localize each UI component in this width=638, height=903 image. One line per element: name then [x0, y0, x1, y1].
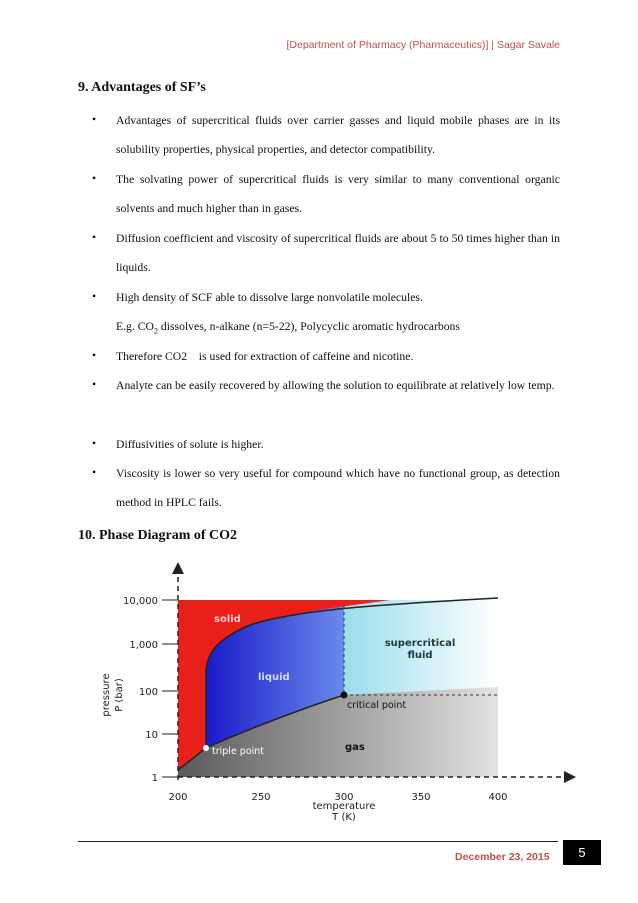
bullet-marker: • — [92, 466, 97, 479]
x-tick-label: 350 — [411, 792, 431, 803]
y-tick-label: 1 — [151, 773, 158, 784]
phase-diagram-svg — [90, 560, 580, 830]
x-axis-label-unit: T (K) — [332, 812, 356, 823]
phase-diagram — [90, 560, 580, 835]
x-tick-label: 400 — [488, 792, 508, 803]
y-axis-label-unit: P (bar) — [114, 678, 125, 712]
y-tick-label: 1,000 — [129, 640, 158, 651]
bullet-text-2: The solvating power of supercritical fluids is very similar to many conventional organic solvents and much higher than in gases. — [116, 173, 560, 215]
bullet-marker: • — [92, 437, 97, 450]
footer-divider — [78, 841, 558, 842]
x-tick-label: 250 — [251, 792, 271, 803]
page-number: 5 — [563, 840, 601, 865]
region-label-supercritical: supercritical fluid — [384, 638, 456, 661]
y-axis-label: pressure — [101, 673, 112, 717]
bullet-text-7: Diffusivities of solute is higher. — [116, 438, 264, 451]
region-label-gas: gas — [345, 742, 365, 753]
bullet-text-6: Analyte can be easily recovered by allowing the solution to equilibrate at relatively low temp. — [116, 379, 555, 392]
page-header: [Department of Pharmacy (Pharmaceutics)] | Sagar Savale — [286, 39, 560, 51]
section-9-title: 9. Advantages of SF’s — [78, 80, 206, 95]
bullet-marker: • — [92, 349, 97, 362]
x-axis-arrow — [564, 771, 576, 783]
bullet-text-1: Advantages of supercritical fluids over carrier gasses and liquid mobile phases are in its solubility properties, physical properties, and detector compatibility. — [116, 114, 560, 156]
critical-point-marker — [341, 692, 348, 699]
y-tick-label: 10 — [145, 730, 158, 741]
footer-date: December 23, 2015 — [455, 851, 550, 863]
bullet-marker: • — [92, 172, 97, 185]
region-label-liquid: liquid — [258, 672, 290, 683]
critical-point-label: critical point — [347, 700, 407, 711]
x-tick-label: 200 — [168, 792, 188, 803]
bullet-marker: • — [92, 231, 97, 244]
y-axis-arrow — [172, 562, 184, 574]
x-axis-label: temperature — [312, 801, 376, 812]
bullet-marker: • — [92, 290, 97, 303]
bullet-marker: • — [92, 378, 97, 391]
section-10-title: 10. Phase Diagram of CO2 — [78, 528, 238, 543]
y-tick-label: 10,000 — [123, 596, 158, 607]
bullet-text-5: Therefore CO2 is used for extraction of caffeine and nicotine. — [116, 350, 414, 363]
triple-point-marker — [203, 745, 209, 751]
triple-point-label: triple point — [212, 746, 265, 757]
x-tick-label: 300 — [334, 792, 354, 803]
bullet-text-4: High density of SCF able to dissolve large nonvolatile molecules. — [116, 291, 423, 304]
region-label-solid: solid — [214, 614, 241, 625]
bullet-text-3: Diffusion coefficient and viscosity of supercritical fluids are about 5 to 50 times higher than in liquids. — [116, 232, 560, 274]
bullet-marker: • — [92, 113, 97, 126]
example-line: E.g. $CO_2$ dissolves, n-alkane (n=5-22), Polycyclic aromatic hydrocarbons — [116, 320, 460, 336]
y-tick-label: 100 — [138, 687, 158, 698]
bullet-text-8: Viscosity is lower so very useful for compound which have no functional group, as detection method in HPLC fails. — [116, 467, 560, 509]
